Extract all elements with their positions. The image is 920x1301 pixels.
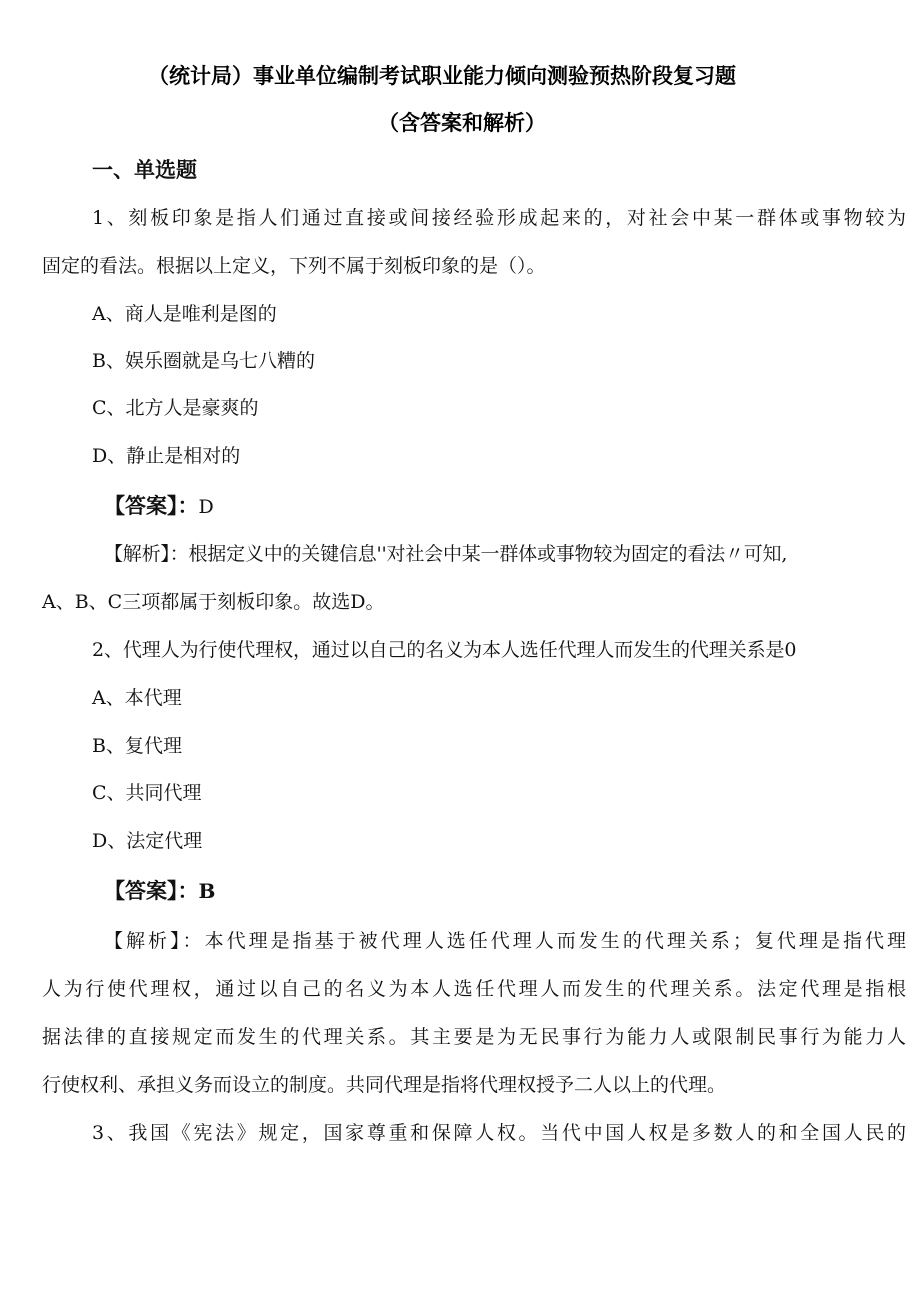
q1-analysis-line-2: A、B、C三项都属于刻板印象。故选D。: [42, 591, 385, 613]
q1-analysis-line-1: 【解析】：根据定义中的关键信息''对社会中某一群体或事物较为固定的看法〃可知,: [104, 543, 788, 565]
q1-stem-line-2: 固定的看法。根据以上定义，下列不属于刻板印象的是（）。: [42, 255, 546, 277]
q1-option-d: D、静止是相对的: [92, 445, 241, 467]
q2-analysis-line-4: 行使权利、承担义务而设立的制度。共同代理是指将代理权授予二人以上的代理。: [42, 1074, 727, 1096]
q1-option-b: B、娱乐圈就是乌七八糟的: [92, 350, 315, 372]
document-title-line-2: （含答案和解析）: [378, 111, 546, 135]
q2-analysis-line-2: 人为行使代理权，通过以自己的名义为本人选任代理人而发生的代理关系。法定代理是指根: [42, 978, 906, 1000]
q1-answer-label: 【答案】：: [104, 494, 199, 518]
q2-analysis-line-3: 据法律的直接规定而发生的代理关系。其主要是为无民事行为能力人或限制民事行为能力人: [42, 1026, 906, 1048]
section-heading: 一、单选题: [92, 158, 197, 182]
q2-option-b: B、复代理: [92, 735, 182, 757]
q3-stem-line-1: 3、我国《宪法》规定，国家尊重和保障人权。当代中国人权是多数人的和全国人民的: [92, 1122, 906, 1144]
q1-answer-value: D: [198, 496, 214, 518]
q2-option-a: A、本代理: [92, 687, 182, 709]
q2-answer-label: 【答案】：: [104, 879, 199, 903]
q2-analysis-line-1: 【解析】：本代理是指基于被代理人选任代理人而发生的代理关系；复代理是指代理: [104, 930, 906, 952]
q2-stem-line-1: 2、代理人为行使代理权，通过以自己的名义为本人选任代理人而发生的代理关系是0: [92, 639, 797, 661]
q1-option-c: C、北方人是豪爽的: [92, 397, 259, 419]
q1-stem-line-1: 1、刻板印象是指人们通过直接或间接经验形成起来的，对社会中某一群体或事物较为: [92, 207, 906, 229]
q2-answer: [104, 879, 215, 904]
q1-answer: [104, 494, 214, 519]
document-title-line-1: （统计局）事业单位编制考试职业能力倾向测验预热阶段复习题: [148, 64, 736, 88]
q2-option-c: C、共同代理: [92, 782, 202, 804]
q2-option-d: D、法定代理: [92, 830, 203, 852]
q1-option-a: A、商人是唯利是图的: [92, 303, 277, 325]
q2-answer-value: B: [198, 879, 216, 903]
